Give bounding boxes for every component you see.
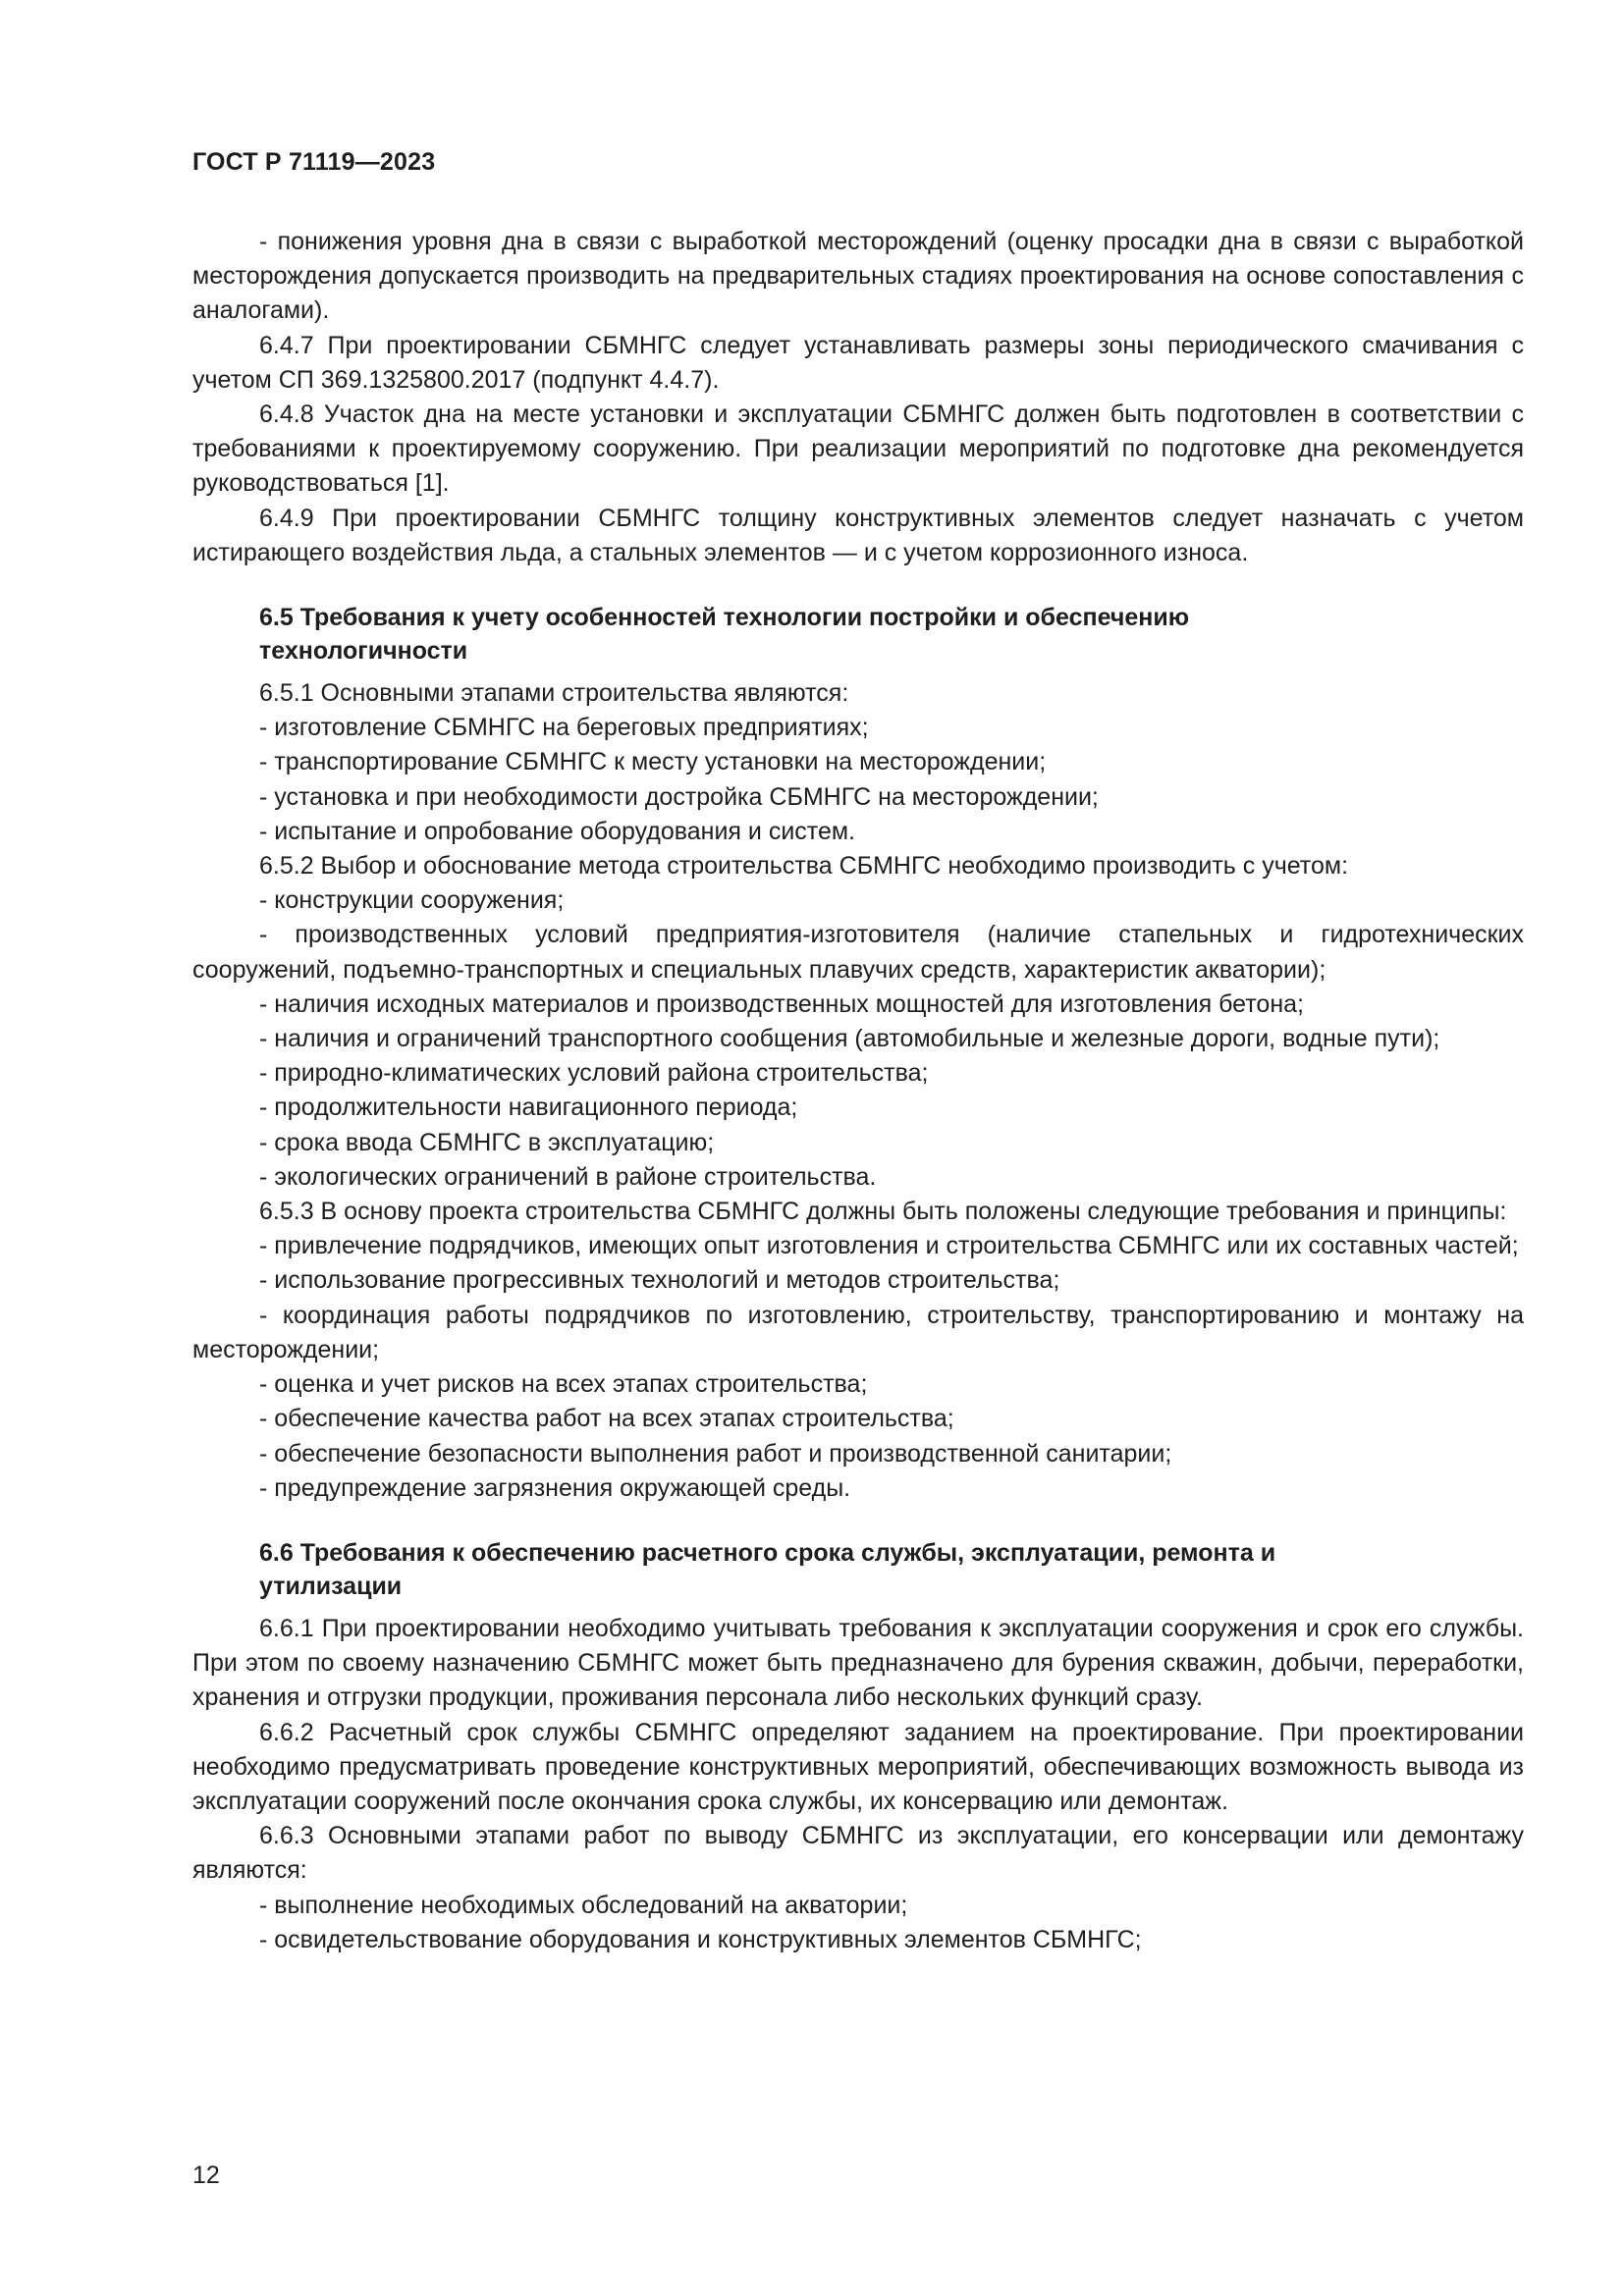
list-item: - использование прогрессивных технологий и методов строительства; [259, 1266, 1060, 1295]
paragraph: 6.6.2 Расчетный срок службы СБМНГС определяют заданием на проектирование. При проектировании необходимо предусматривать проведение конструктивных мероприятий, обеспечивающих возможность вывода из эксплуатации сооружений после окончания срока службы, их консервацию или демонтаж. [192, 1718, 1524, 1815]
page-number: 12 [192, 2162, 220, 2189]
list-item: - продолжительности навигационного периода; [259, 1094, 798, 1122]
list-item: - выполнение необходимых обследований на акватории; [259, 1891, 908, 1919]
paragraph: 6.5.3 В основу проекта строительства СБМНГС должны быть положены следующие требования и принципы: [259, 1198, 1507, 1226]
document-body [192, 225, 1524, 1957]
list-item: - конструкции сооружения; [259, 886, 565, 915]
paragraph: 6.6.1 При проектировании необходимо учитывать требования к эксплуатации сооружения и срок его службы. При этом по своему назначению СБМНГС может быть предназначено для бурения скважин, добычи, переработки, хранения и отгрузки продукции, проживания персонала либо нескольких функций сразу. [192, 1614, 1524, 1712]
list-item: - установка и при необходимости достройка СБМНГС на месторождении; [259, 782, 1099, 811]
list-item: - наличия и ограничений транспортного сообщения (автомобильные и железные дороги, водные пути); [259, 1025, 1440, 1053]
list-item: - предупреждение загрязнения окружающей среды. [259, 1473, 851, 1502]
paragraph: 6.4.7 При проектировании СБМНГС следует устанавливать размеры зоны периодического смачивания с учетом СП 369.1325800.2017 (подпункт 4.4.7). [192, 331, 1524, 394]
list-item: - транспортирование СБМНГС к месту установки на месторождении; [259, 748, 1047, 776]
paragraph: 6.4.9 При проектировании СБМНГС толщину конструктивных элементов следует назначать с учетом истирающего воздействия льда, а стальных элементов — и с учетом коррозионного износа. [192, 504, 1524, 566]
list-item: - природно-климатических условий района строительства; [259, 1059, 929, 1088]
list-item: - координация работы подрядчиков по изготовлению, строительству, транспортированию и монтажу на месторождении; [192, 1301, 1524, 1363]
list-item: - изготовление СБМНГС на береговых предприятиях; [259, 714, 869, 742]
document-code-header: ГОСТ Р 71119—2023 [192, 148, 436, 176]
list-item: - срока ввода СБМНГС в эксплуатацию; [259, 1128, 715, 1156]
list-item: - производственных условий предприятия-изготовителя (наличие стапельных и гидротехнических сооружений, подъемно-транспортных и специальных плавучих средств, характеристик акватории); [192, 921, 1524, 984]
list-item: - освидетельствование оборудования и конструктивных элементов СБМНГС; [259, 1925, 1142, 1953]
list-item: - привлечение подрядчиков, имеющих опыт изготовления и строительства СБМНГС или их составных частей; [259, 1232, 1519, 1260]
list-item: - экологических ограничений в районе строительства. [259, 1162, 877, 1191]
list-item: - понижения уровня дна в связи с выработкой месторождений (оценку просадки дна в связи с выработкой месторождения допускается производить на предварительных стадиях проектирования на основе сопоставления с аналогами). [192, 228, 1524, 325]
paragraph: 6.6.3 Основными этапами работ по выводу СБМНГС из эксплуатации, его консервации или демонтажу являются: [192, 1822, 1524, 1885]
list-item: - обеспечение качества работ на всех этапах строительства; [259, 1405, 954, 1433]
list-item: - наличия исходных материалов и производственных мощностей для изготовления бетона; [259, 989, 1304, 1018]
section-heading: 6.6 Требования к обеспечению расчетного срока службы, эксплуатации, ремонта и утилизации [259, 1538, 1276, 1600]
section-heading: 6.5 Требования к учету особенностей технологии постройки и обеспечению технологичности [259, 604, 1190, 666]
paragraph: 6.5.2 Выбор и обоснование метода строительства СБМНГС необходимо производить с учетом: [259, 852, 1349, 881]
list-item: - испытание и опробование оборудования и систем. [259, 817, 855, 845]
list-item: - обеспечение безопасности выполнения работ и производственной санитарии; [259, 1439, 1172, 1468]
paragraph: 6.4.8 Участок дна на месте установки и эксплуатации СБМНГС должен быть подготовлен в соответствии с требованиями к проектируемому сооружению. При реализации мероприятий по подготовке дна рекомендуется руководствоваться [1]. [192, 400, 1524, 498]
list-item: - оценка и учет рисков на всех этапах строительства; [259, 1370, 868, 1399]
paragraph: 6.5.1 Основными этапами строительства являются: [259, 679, 849, 708]
